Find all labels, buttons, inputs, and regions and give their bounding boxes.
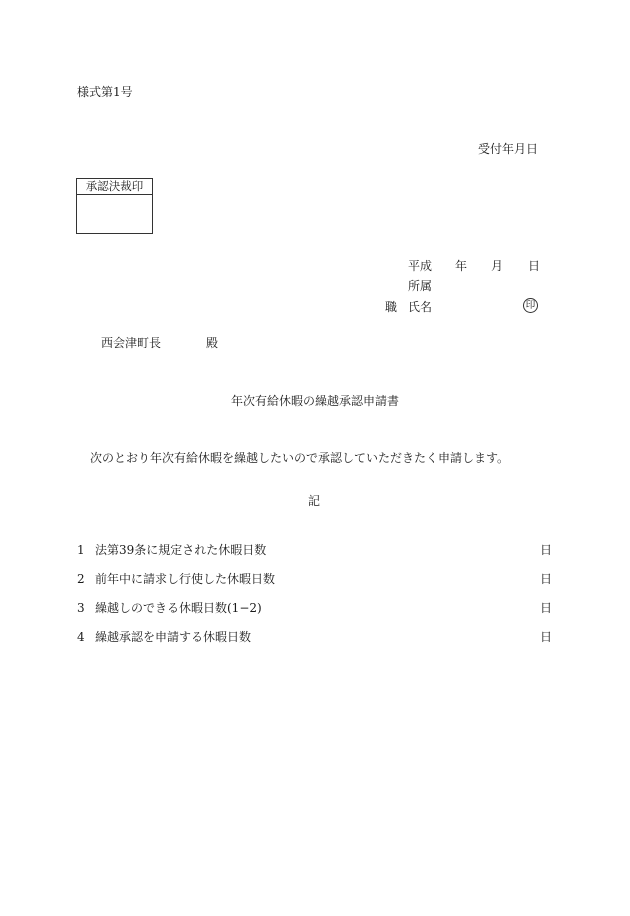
item-unit: 日 <box>540 543 553 557</box>
name-label: 氏名 <box>408 300 433 314</box>
item-text: 法第39条に規定された休暇日数 <box>95 543 267 557</box>
addressee-honorific: 殿 <box>206 336 219 350</box>
item-unit: 日 <box>540 601 553 615</box>
date-day-label: 日 <box>528 259 541 273</box>
item-text: 繰越しのできる休暇日数(1−2) <box>95 601 262 615</box>
item-text: 前年中に請求し行使した休暇日数 <box>95 572 276 586</box>
addressee-name: 西会津町長 <box>101 336 162 350</box>
body-text: 次のとおり年次有給休暇を繰越したいので承認していただきたく申請します。 <box>90 451 510 465</box>
approval-stamp-label: 承認決裁印 <box>77 179 152 195</box>
item-number: 4 <box>77 630 85 644</box>
item-number: 1 <box>77 543 85 557</box>
date-month-label: 月 <box>491 259 504 273</box>
seal-icon: 印 <box>523 298 538 313</box>
form-number: 様式第1号 <box>77 85 133 99</box>
item-text: 繰越承認を申請する休暇日数 <box>95 630 252 644</box>
ki-heading: 記 <box>308 494 321 508</box>
date-year-label: 年 <box>455 259 468 273</box>
item-unit: 日 <box>540 572 553 586</box>
document-title: 年次有給休暇の繰越承認申請書 <box>231 394 400 408</box>
affiliation-label: 所属 <box>408 279 433 293</box>
reception-date-label: 受付年月日 <box>478 142 539 156</box>
position-label: 職 <box>385 300 398 314</box>
item-number: 2 <box>77 572 85 586</box>
approval-stamp-box <box>76 178 153 234</box>
item-unit: 日 <box>540 630 553 644</box>
item-number: 3 <box>77 601 85 615</box>
date-era: 平成 <box>408 259 433 273</box>
